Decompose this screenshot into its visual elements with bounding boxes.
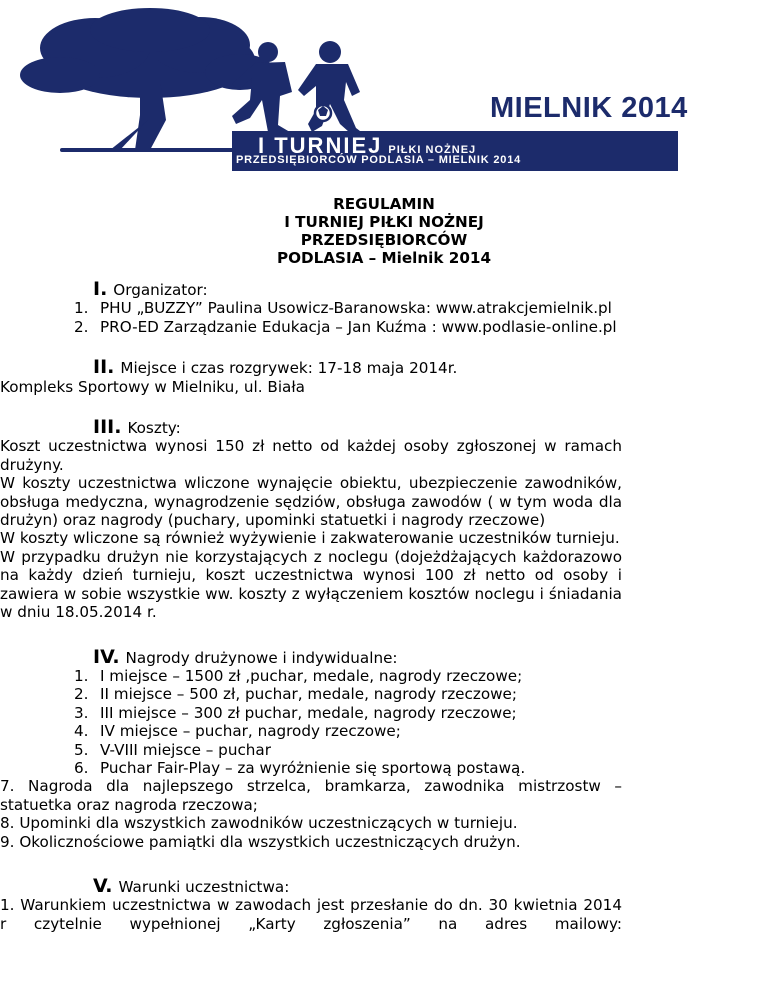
list-text: Puchar Fair-Play – za wyróżnienie się sportową postawą. <box>100 758 526 777</box>
list-item <box>0 685 696 703</box>
paragraph: 8. Upominki dla wszystkich zawodników uczestniczących w turnieju. <box>0 814 518 833</box>
list-number: 6. <box>74 758 89 777</box>
title-line: PRZEDSIĘBIORCÓW <box>300 231 468 249</box>
list-item <box>0 759 696 777</box>
section-heading <box>74 280 696 299</box>
section-number: III. <box>93 416 122 439</box>
section-title: Miejsce i czas rozgrywek: 17-18 maja 2014r. <box>120 359 458 378</box>
header-banner <box>0 0 768 180</box>
list-text: V-VIII miejsce – puchar <box>100 740 271 759</box>
section-title: Warunki uczestnictwa: <box>118 877 290 896</box>
list-item <box>0 299 696 317</box>
section-heading <box>74 874 696 897</box>
paragraph: W koszty wliczone są również wyżywienie i zakwaterowanie uczestników turnieju. <box>0 529 620 548</box>
title-line: REGULAMIN <box>333 195 435 213</box>
paragraph: W przypadku drużyn nie korzystających z noclegu (dojeżdżających każdorazowo na każdy dzień turnieju, koszt uczestnictwa wynosi 100 zł netto od osoby i zawiera w sobie wszystkie ww. koszty z wyłączeniem kosztów noclegu i śniadania w dniu 18.05.2014 r. <box>0 547 622 622</box>
prizes-list <box>74 667 696 777</box>
paragraph: Kompleks Sportowy w Mielniku, ul. Biała <box>0 377 305 396</box>
paragraph: 9. Okolicznościowe pamiątki dla wszystkich uczestniczących drużyn. <box>0 832 521 851</box>
banner-caption: PRZEDSIĘBIORCÓW PODLASIA – MIELNIK 2014 <box>236 154 522 166</box>
paragraph: 7. Nagroda dla najlepszego strzelca, bramkarza, zawodnika mistrzostw – statuetka oraz nagroda rzeczowa; <box>0 777 622 814</box>
list-text: PRO-ED Zarządzanie Edukacja – Jan Kuźma : www.podlasie-online.pl <box>100 317 617 336</box>
costs-text <box>0 437 622 621</box>
section-heading <box>74 645 696 668</box>
list-text: II miejsce – 500 zł, puchar, medale, nagrody rzeczowe; <box>100 685 518 704</box>
list-number: 2. <box>74 317 89 336</box>
list-text: I miejsce – 1500 zł ,puchar, medale, nagrody rzeczowe; <box>100 666 523 685</box>
section-heading <box>74 418 696 437</box>
list-number: 5. <box>74 740 89 759</box>
section-number: V. <box>93 874 113 897</box>
list-item <box>0 318 696 336</box>
list-number: 1. <box>74 299 89 318</box>
banner-subtitle-big: I TURNIEJ <box>258 133 383 158</box>
prizes-extra <box>0 777 622 851</box>
list-item <box>0 722 696 740</box>
list-number: 3. <box>74 703 89 722</box>
list-item <box>0 667 696 685</box>
section-title: Nagrody drużynowe i indywidualne: <box>125 648 398 667</box>
paragraph: 1. Warunkiem uczestnictwa w zawodach jest przesłanie do dn. 30 kwietnia 2014 r czytelnie wypełnionej „Karty zgłoszenia” na adres mailowy: <box>0 896 622 933</box>
list-text: PHU „BUZZY” Paulina Usowicz-Baranowska: www.atrakcjemielnik.pl <box>100 299 612 318</box>
banner-title: MIELNIK 2014 <box>490 92 688 124</box>
section-number: IV. <box>93 645 120 668</box>
section-heading <box>74 358 696 377</box>
organizer-list <box>74 299 696 336</box>
title-line: PODLASIA – Mielnik 2014 <box>276 249 492 267</box>
document-body <box>0 278 696 933</box>
section-title: Koszty: <box>127 419 181 438</box>
section-number: II. <box>93 356 115 379</box>
banner-subtitle-small: PIŁKI NOŻNEJ <box>388 144 477 156</box>
section-title: Organizator: <box>113 281 208 299</box>
list-number: 4. <box>74 722 89 741</box>
section-number: I. <box>93 278 108 300</box>
list-text: III miejsce – 300 zł puchar, medale, nagrody rzeczowe; <box>100 703 517 722</box>
list-number: 2. <box>74 685 89 704</box>
list-number: 1. <box>74 666 89 685</box>
paragraph: W koszty uczestnictwa wliczone wynajęcie obiektu, ubezpieczenie zawodników, obsługa medyczna, wynagrodzenie sędziów, obsługa zawodów ( w tym woda dla drużyn) oraz nagrody (puchary, upominki statuetki i nagrody rzeczowe) <box>0 474 622 530</box>
paragraph: Koszt uczestnictwa wynosi 150 zł netto od każdej osoby zgłoszonej w ramach drużyny. <box>0 437 622 474</box>
list-item <box>0 704 696 722</box>
list-item <box>0 741 696 759</box>
document-title <box>0 195 768 267</box>
title-line: I TURNIEJ PIŁKI NOŻNEJ <box>284 213 484 231</box>
list-text: IV miejsce – puchar, nagrody rzeczowe; <box>100 722 401 741</box>
